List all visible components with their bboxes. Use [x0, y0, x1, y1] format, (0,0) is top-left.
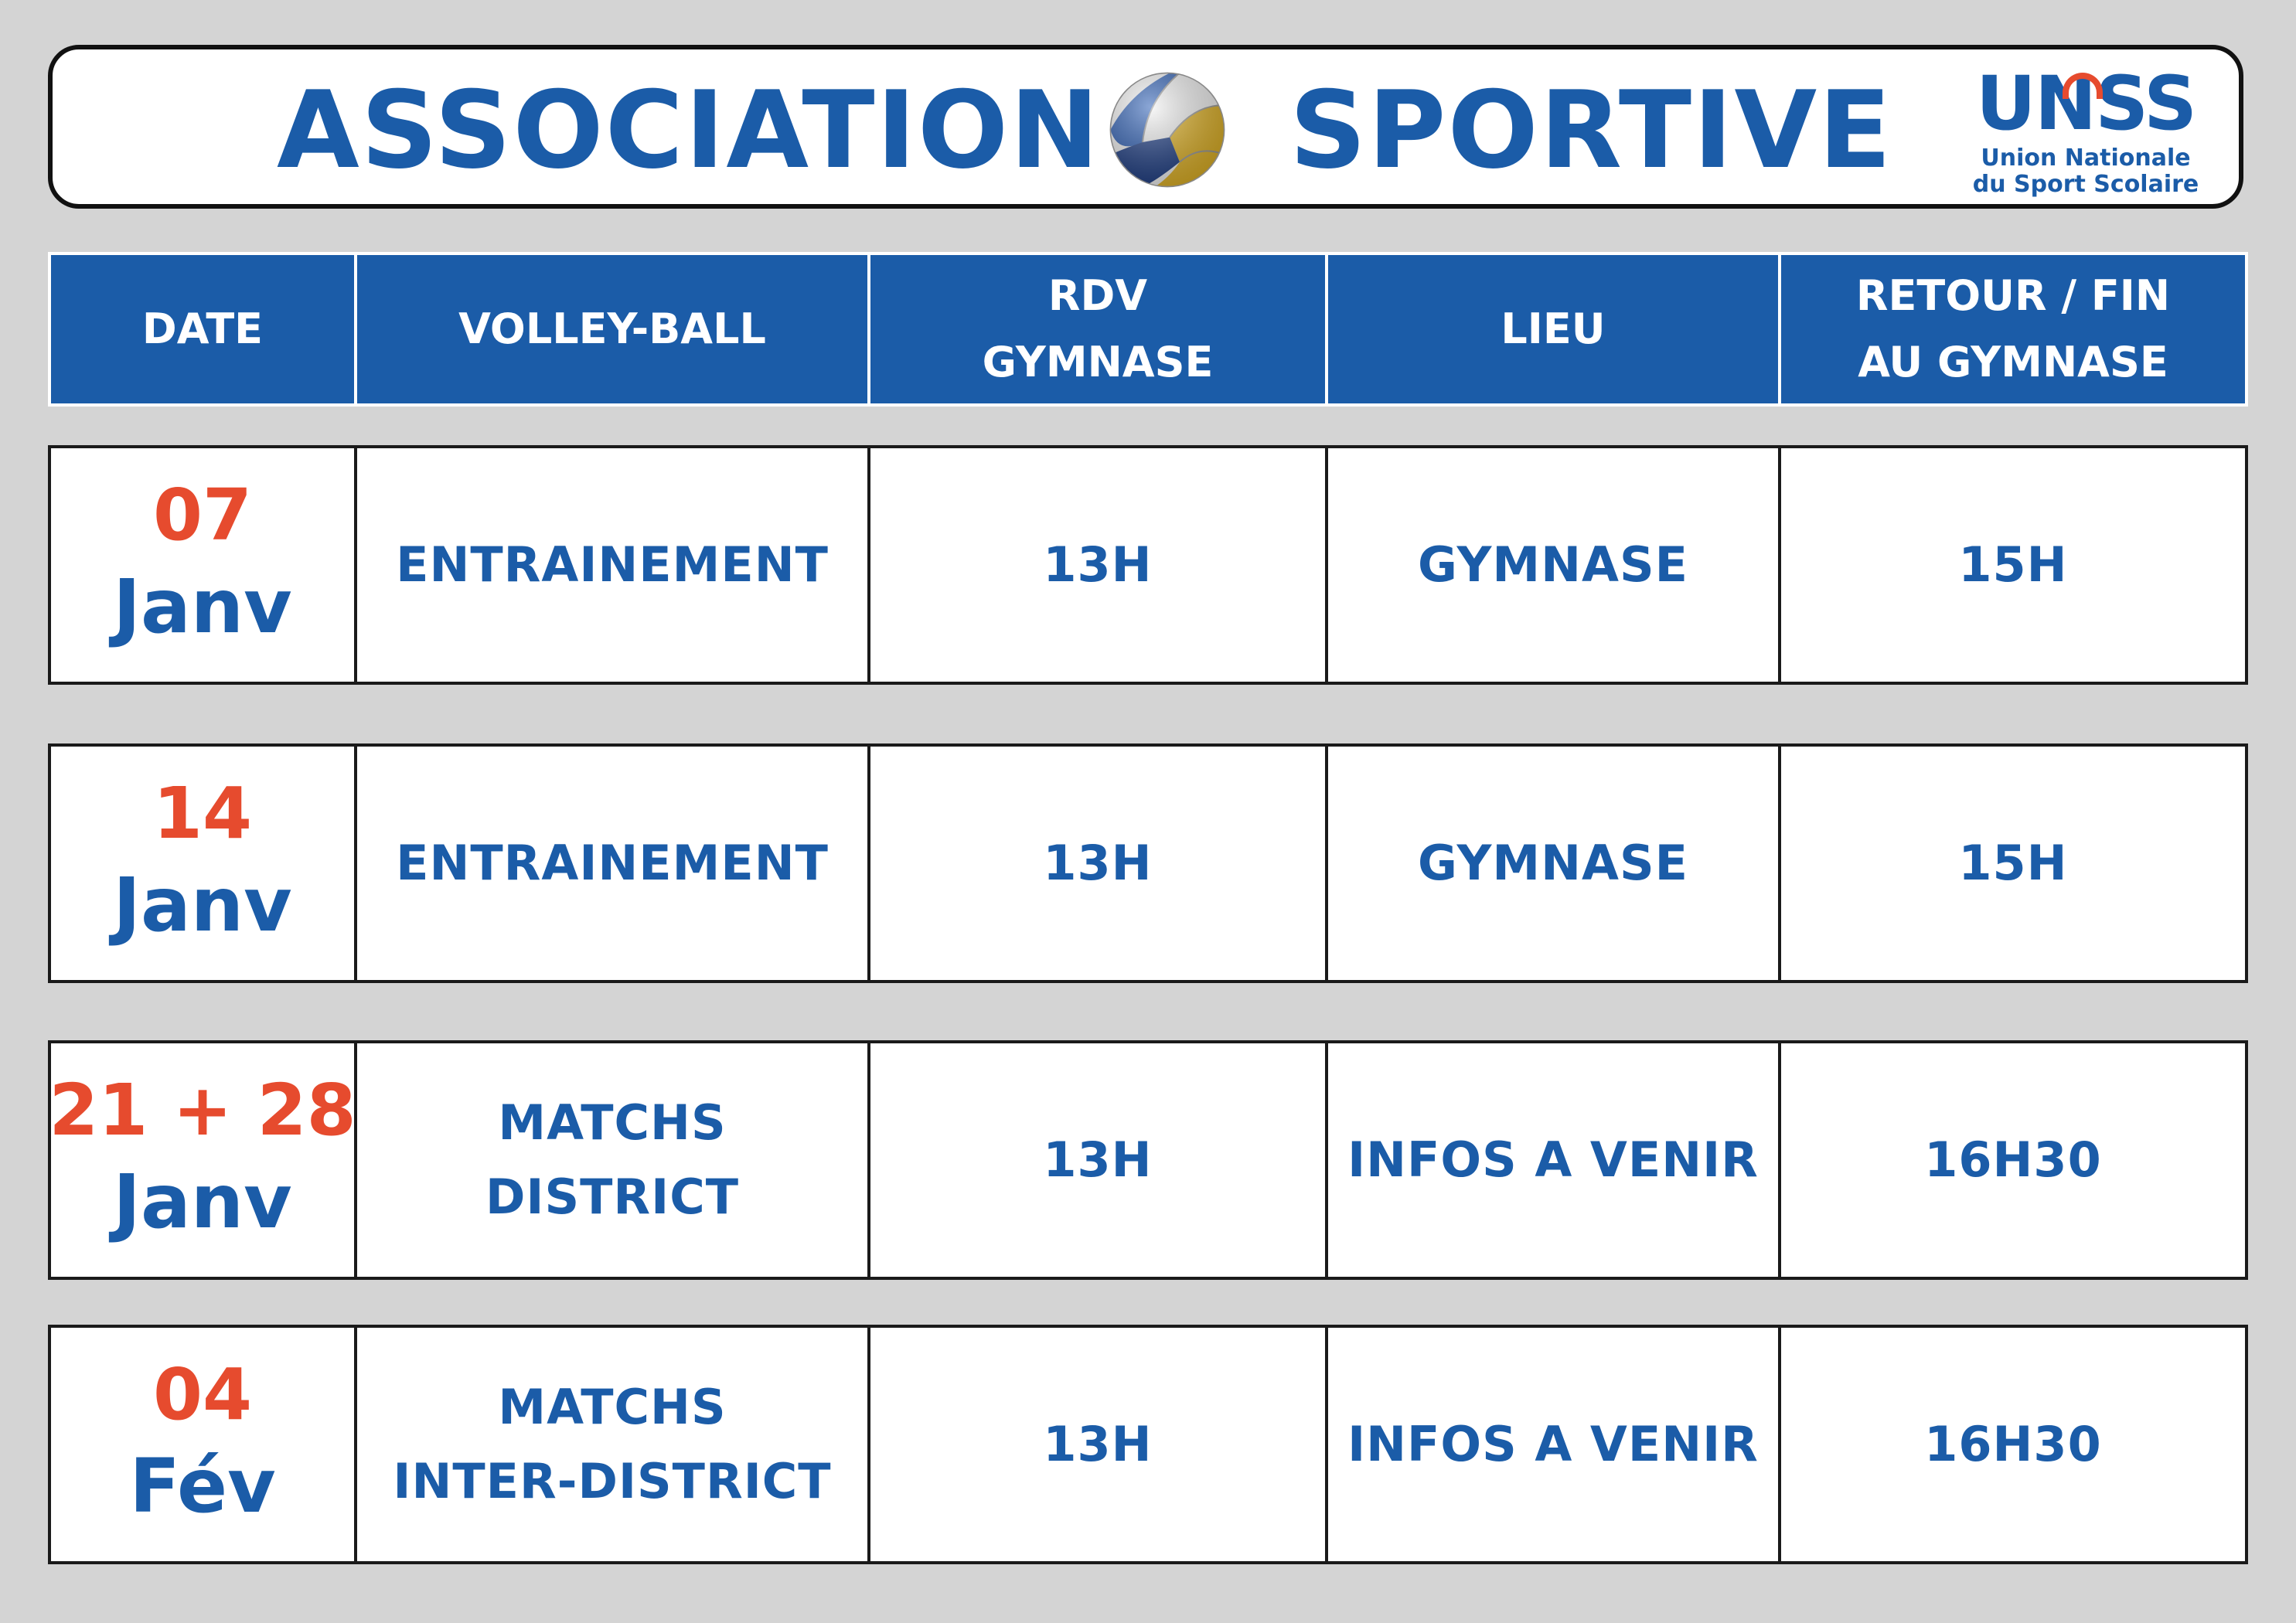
date-cell: [51, 747, 354, 980]
date-month: Janv: [113, 1159, 292, 1245]
date-month: Janv: [113, 862, 292, 948]
lieu-text: INFOS A VENIR: [1347, 1131, 1759, 1188]
header-label-line2: AU GYMNASE: [1858, 338, 2168, 386]
rdv-time: 13H: [1043, 536, 1153, 593]
date-day: 14: [152, 772, 253, 855]
rdv-time: 13H: [1043, 1416, 1153, 1472]
retour-time: 16H30: [1924, 1416, 2102, 1472]
header-label: LIEU: [1501, 305, 1606, 353]
logo-subtitle-line1: Union Nationale: [1981, 145, 2191, 172]
retour-time: 15H: [1958, 835, 2068, 891]
header-label-line1: RDV: [1048, 271, 1148, 320]
retour-cell: [1778, 1043, 2245, 1277]
activity-text-line1: MATCHS: [498, 1379, 727, 1435]
activity-cell: [354, 1043, 867, 1277]
lieu-text: GYMNASE: [1418, 835, 1688, 891]
date-day: 07: [152, 474, 253, 556]
header-cell-retour: [1778, 255, 2245, 403]
lieu-cell: [1325, 1328, 1778, 1561]
retour-time: 15H: [1958, 536, 2068, 593]
date-cell: [51, 1328, 354, 1561]
activity-cell: [354, 747, 867, 980]
retour-time: 16H30: [1924, 1131, 2102, 1188]
lieu-text: GYMNASE: [1418, 536, 1688, 593]
unss-logo: [1954, 60, 2217, 198]
lieu-cell: [1325, 448, 1778, 682]
header-label: DATE: [141, 305, 264, 353]
title-banner: [48, 45, 2243, 209]
date-month: Janv: [113, 563, 292, 650]
activity-text: ENTRAINEMENT: [396, 835, 829, 891]
retour-cell: [1778, 448, 2245, 682]
rdv-cell: [867, 1328, 1325, 1561]
activity-cell: [354, 448, 867, 682]
date-cell: [51, 1043, 354, 1277]
activity-text-line2: DISTRICT: [485, 1169, 740, 1225]
date-day: 21 + 28: [49, 1069, 356, 1152]
rdv-cell: [867, 448, 1325, 682]
table-row: [48, 1325, 2248, 1564]
table-row: [48, 1040, 2248, 1280]
rdv-cell: [867, 1043, 1325, 1277]
retour-cell: [1778, 1328, 2245, 1561]
lieu-cell: [1325, 1043, 1778, 1277]
activity-text: ENTRAINEMENT: [396, 536, 829, 593]
rdv-time: 13H: [1043, 1131, 1153, 1188]
activity-text-line2: INTER-DISTRICT: [393, 1453, 832, 1509]
retour-cell: [1778, 747, 2245, 980]
activity-text-line1: MATCHS: [498, 1094, 727, 1151]
activity-cell: [354, 1328, 867, 1561]
lieu-text: INFOS A VENIR: [1347, 1416, 1759, 1472]
table-header-row: [48, 252, 2248, 407]
logo-subtitle-line2: du Sport Scolaire: [1972, 171, 2199, 198]
rdv-cell: [867, 747, 1325, 980]
header-label-line1: RETOUR / FIN: [1855, 271, 2171, 320]
table-row: [48, 445, 2248, 685]
header-cell-lieu: [1325, 255, 1778, 403]
date-cell: [51, 448, 354, 682]
lieu-cell: [1325, 747, 1778, 980]
date-day: 04: [152, 1353, 253, 1436]
title-word-sportive: SPORTIVE: [1289, 68, 1893, 192]
title-word-association: ASSOCIATION: [277, 68, 1101, 192]
logo-wordmark: UNSS: [1975, 60, 2196, 147]
header-cell-date: [51, 255, 354, 403]
volleyball-icon: [1105, 68, 1229, 192]
rdv-time: 13H: [1043, 835, 1153, 891]
header-label: VOLLEY-BALL: [458, 305, 766, 353]
header-cell-activity: [354, 255, 867, 403]
table-row: [48, 743, 2248, 983]
header-label-line2: GYMNASE: [982, 338, 1214, 386]
header-cell-rdv: [867, 255, 1325, 403]
date-month: Fév: [129, 1443, 276, 1529]
